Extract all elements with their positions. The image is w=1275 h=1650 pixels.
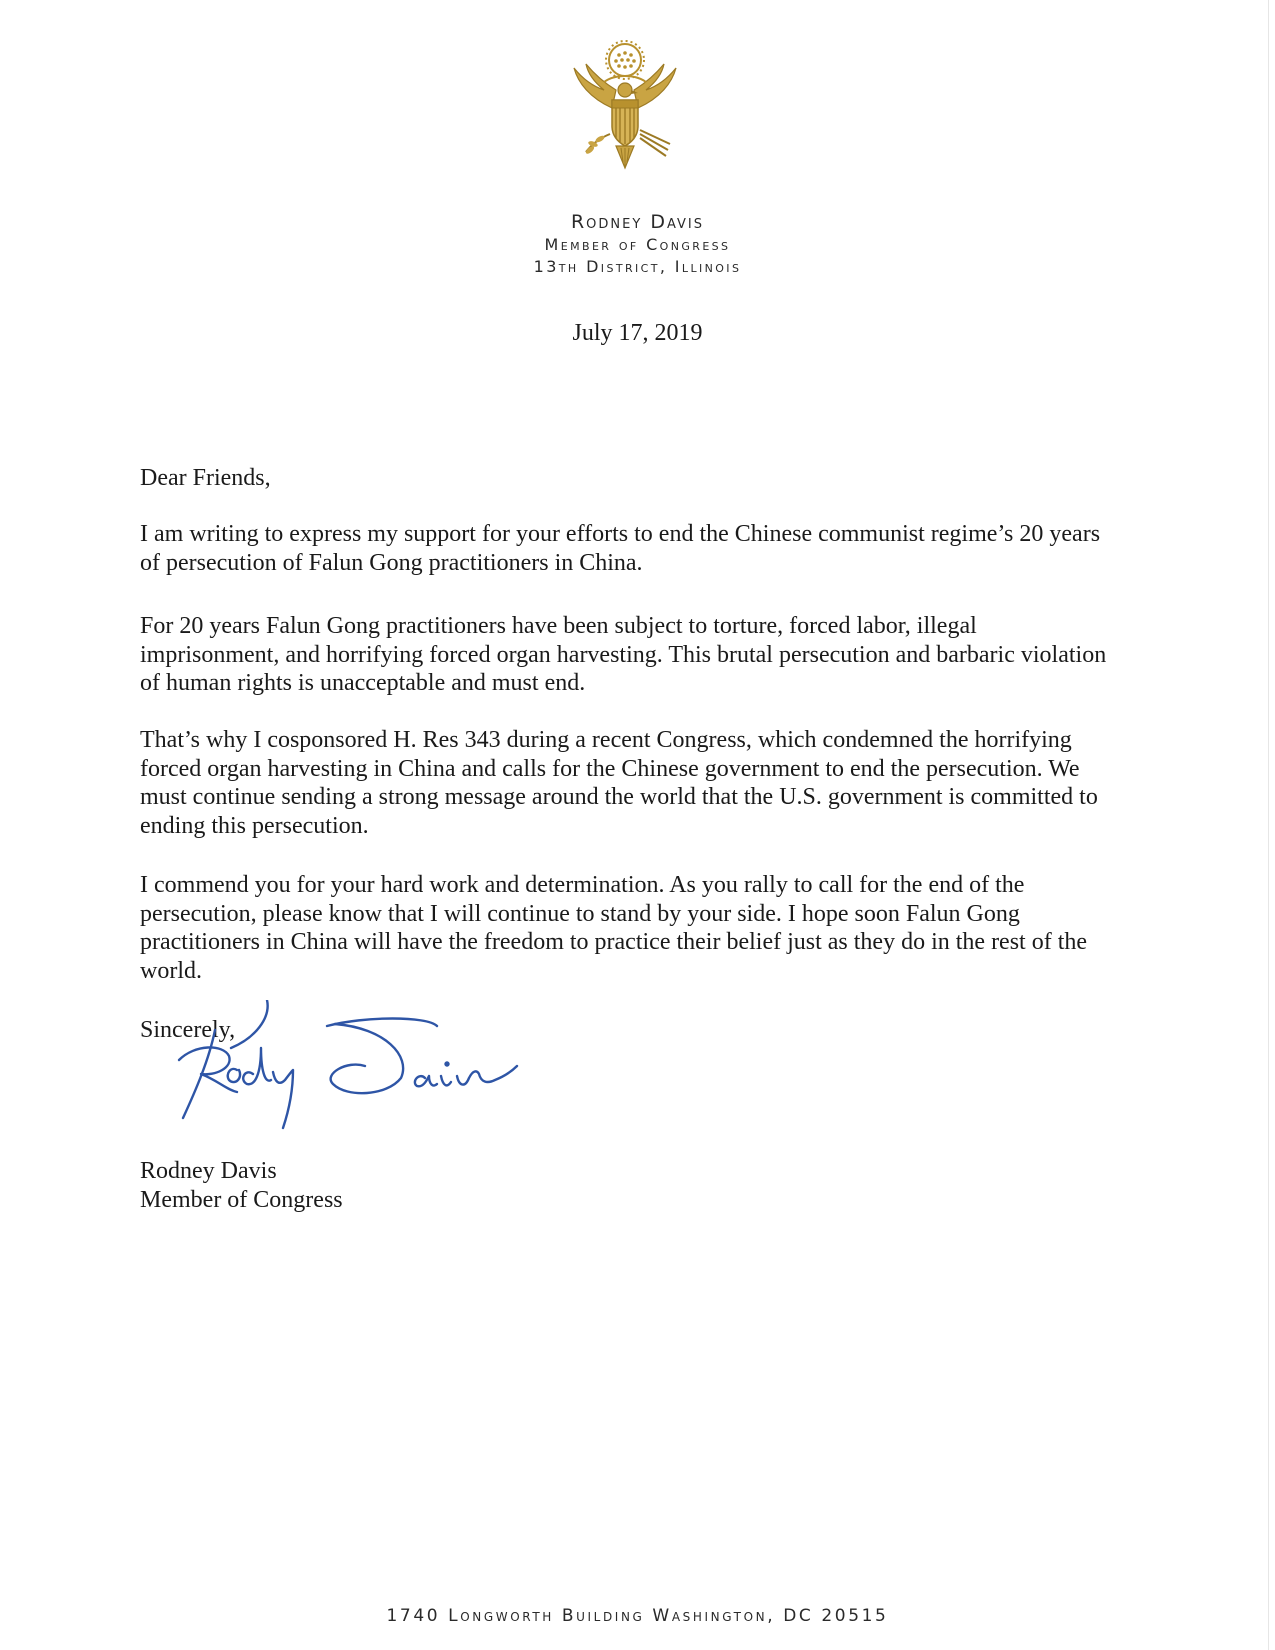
letter-date: July 17, 2019 <box>572 320 703 346</box>
letterhead-title: Member of Congress <box>544 235 731 254</box>
paragraph-4: I commend you for your hard work and determination. As you rally to call for the end of the persecution, please know that I will continue to stand by your side. I hope soon Falun Gong practitioners in China will have the freedom to practice their belief just as they do in the rest of the world. <box>140 872 1088 984</box>
paragraph-1: I am writing to express my support for your efforts to end the Chinese communist regime’s 20 years of persecution of Falun Gong practitioners in China. <box>140 521 1101 576</box>
handwritten-signature <box>175 1000 555 1170</box>
signer-title: Member of Congress <box>140 1187 343 1213</box>
paragraph-2: For 20 years Falun Gong practitioners have been subject to torture, forced labor, illegal imprisonment, and horrifying forced organ harvesting. This brutal persecution and barbaric violation of human rights is unacceptable and must end. <box>140 613 1107 696</box>
letterhead <box>0 210 1275 278</box>
letterhead-district: 13th District, Illinois <box>533 257 742 276</box>
signer-name: Rodney Davis <box>140 1158 277 1184</box>
paragraph-3: That’s why I cosponsored H. Res 343 during a recent Congress, which condemned the horrifying forced organ harvesting in China and calls for the Chinese government to end the persecution. We must continue sending a strong message around the world that the U.S. government is committed to ending this persecution. <box>140 727 1098 839</box>
letterhead-name: Rodney Davis <box>570 211 705 233</box>
salutation: Dear Friends, <box>140 465 271 491</box>
footer-address: 1740 Longworth Building Washington, DC 20515 <box>386 1606 889 1626</box>
closing: Sincerely, <box>140 1017 236 1043</box>
great-seal-eagle-icon <box>560 38 690 178</box>
